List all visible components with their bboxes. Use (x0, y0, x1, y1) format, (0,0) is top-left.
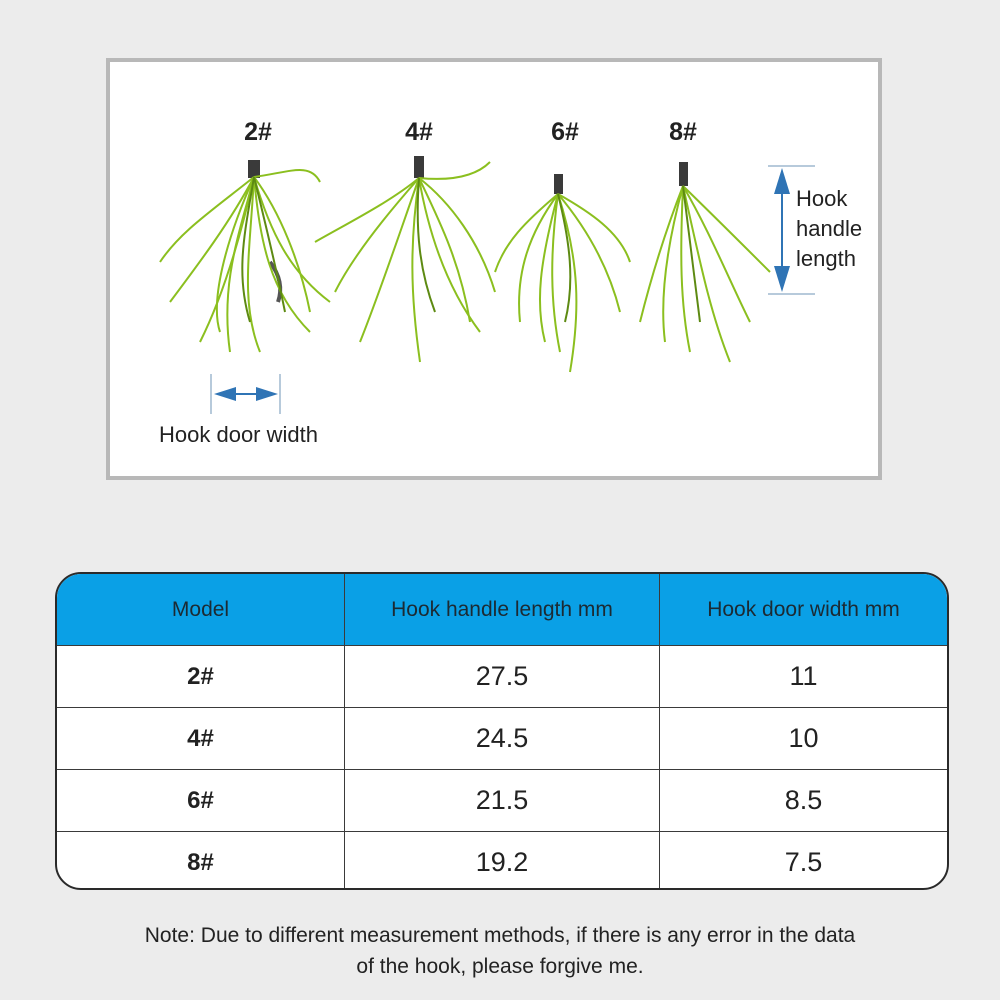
cell-handle-length: 24.5 (344, 708, 659, 769)
size-label-6: 6# (551, 118, 579, 146)
door-width-arrow (211, 374, 280, 414)
product-photo-panel (106, 58, 882, 480)
cell-handle-length: 19.2 (344, 832, 659, 890)
handle-caption-line-1: Hook (796, 186, 848, 211)
cell-door-width: 7.5 (659, 832, 947, 890)
cell-door-width: 10 (659, 708, 947, 769)
size-label-8: 8# (669, 118, 697, 146)
cell-handle-length: 21.5 (344, 770, 659, 831)
handle-caption-line-3: length (796, 246, 856, 271)
cell-model: 6# (187, 786, 214, 814)
handle-length-caption (796, 184, 886, 274)
hook-8-image (640, 162, 770, 362)
table-row (57, 645, 947, 707)
hook-6-image (495, 174, 630, 372)
note-line-2: of the hook, please forgive me. (356, 955, 644, 978)
handle-caption-line-2: handle (796, 216, 863, 241)
cell-door-width: 8.5 (659, 770, 947, 831)
table-row (57, 707, 947, 769)
hook-2-image (160, 160, 330, 352)
header-model: Model (171, 597, 230, 621)
cell-door-width: 11 (659, 646, 947, 707)
size-label-4: 4# (405, 118, 433, 146)
note-line-1: Note: Due to different measurement methods, if there is any error in the data (144, 924, 856, 947)
door-width-caption: Hook door width (159, 422, 318, 447)
table-header-row (57, 574, 947, 645)
cell-model: 8# (187, 848, 214, 876)
spec-table (55, 572, 949, 890)
hook-illustration (110, 62, 878, 476)
hook-4-image (315, 156, 495, 362)
header-door-width: Hook door width mm (659, 574, 947, 645)
size-label-2: 2# (244, 118, 272, 146)
cell-handle-length: 27.5 (344, 646, 659, 707)
disclaimer-note (60, 920, 940, 982)
cell-model: 2# (187, 662, 214, 690)
cell-model: 4# (187, 724, 214, 752)
header-handle-length: Hook handle length mm (344, 574, 659, 645)
table-row (57, 831, 947, 890)
table-row (57, 769, 947, 831)
